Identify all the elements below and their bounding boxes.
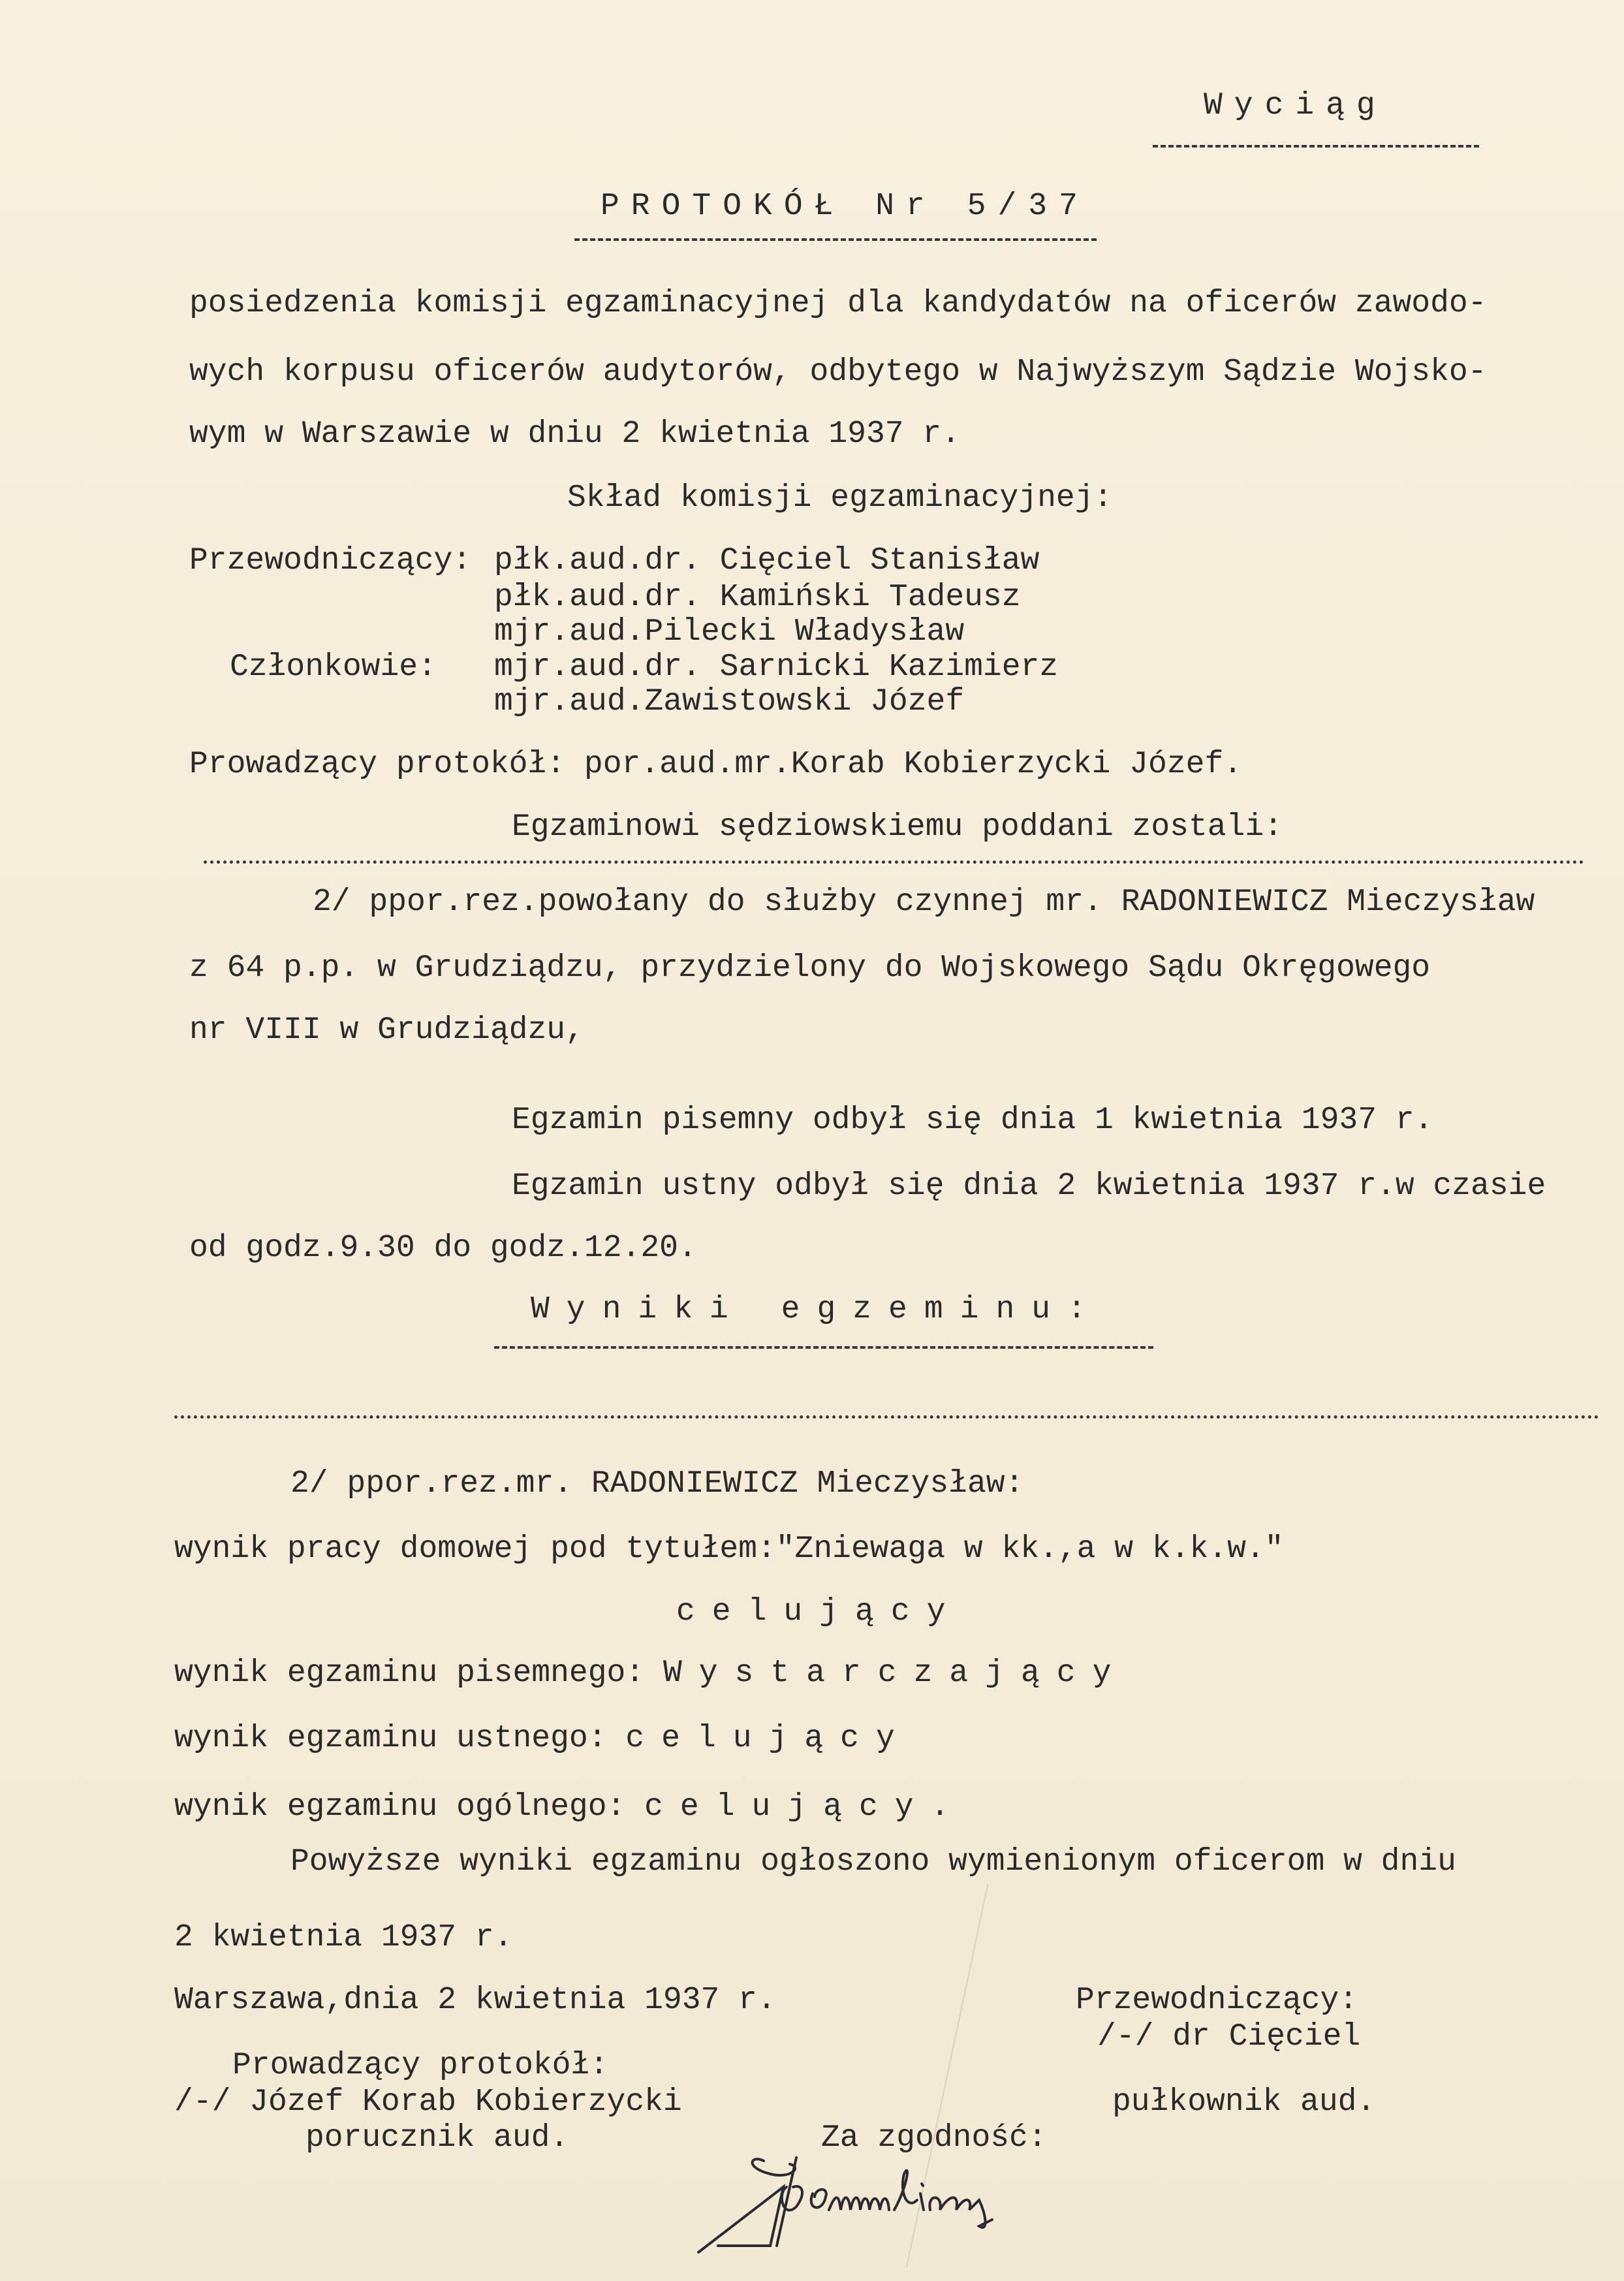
results-candidate: 2/ ppor.rez.mr. RADONIEWICZ Mieczysław: — [290, 1466, 1024, 1502]
handwritten-signature — [692, 2148, 1116, 2259]
recorder-title: Prowadzący protokół: — [232, 2048, 609, 2083]
extract-underline — [1153, 145, 1479, 148]
dotted-separator — [174, 1415, 1599, 1419]
dotted-separator — [204, 860, 1584, 864]
committee-member: płk.aud.dr. Kamiński Tadeusz — [494, 580, 1021, 615]
certified-label: Za zgodność: — [821, 2120, 1047, 2156]
candidate-line: nr VIII w Grudziądzu, — [189, 1013, 584, 1048]
committee-member: mjr.aud.dr. Sarnicki Kazimierz — [494, 650, 1059, 685]
intro-line: wym w Warszawie w dniu 2 kwietnia 1937 r. — [189, 417, 960, 452]
oral-result-grade: celujący — [625, 1721, 912, 1756]
oral-result-label: wynik egzaminu ustnego: — [174, 1721, 607, 1756]
thesis-line: wynik pracy domowej pod tytułem:"Zniewaga w kk.,a w k.k.w." — [174, 1532, 1284, 1567]
committee-member: płk.aud.dr. Cięciel Stanisław — [494, 543, 1040, 578]
candidate-line: z 64 p.p. w Grudziądzu, przydzielony do Wojskowego Sądu Okręgowego — [189, 951, 1431, 986]
overall-result-row — [174, 1791, 966, 1823]
results-heading: Wyniki egzeminu: — [531, 1292, 1103, 1327]
chair-label: Przewodniczący: — [189, 543, 472, 578]
committee-heading: Skład komisji egzaminacyjnej: — [567, 480, 1113, 516]
candidates-heading: Egzaminowi sędziowskiemu poddani zostali: — [512, 810, 1283, 845]
written-result-row — [174, 1658, 1128, 1689]
document-title: PROTOKÓŁ Nr 5/37 — [601, 189, 1089, 224]
committee-member: mjr.aud.Pilecki Władysław — [494, 614, 965, 650]
recorder-signature-text: /-/ Józef Korab Kobierzycki — [174, 2084, 682, 2120]
candidate-line: 2/ ppor.rez.powołany do służby czynnej mr. RADONIEWICZ Mieczysław — [313, 885, 1535, 920]
overall-result-label: wynik egzaminu ogólnego: — [174, 1789, 626, 1825]
chair-title: Przewodniczący: — [1076, 1983, 1358, 2018]
oral-exam-date: Egzamin ustny odbył się dnia 2 kwietnia 1937 r.w czasie — [512, 1169, 1546, 1204]
thesis-grade: celujący — [676, 1594, 963, 1629]
overall-result-grade: celujący. — [644, 1789, 967, 1825]
intro-line: wych korpusu oficerów audytorów, odbytego w Najwyższym Sądzie Wojsko- — [189, 354, 1487, 390]
oral-exam-time: od godz.9.30 do godz.12.20. — [189, 1231, 697, 1266]
written-result-grade: Wystarczający — [663, 1656, 1129, 1691]
intro-line: posiedzenia komisji egzaminacyjnej dla kandydatów na oficerów zawodo- — [189, 286, 1487, 321]
title-underline — [574, 238, 1097, 241]
extract-label: Wyciąg — [1204, 88, 1387, 123]
announcement-date: 2 kwietnia 1937 r. — [174, 1920, 513, 1955]
committee-member: mjr.aud.Zawistowski Józef — [494, 684, 965, 719]
recorder-rank: porucznik aud. — [305, 2120, 569, 2156]
written-result-label: wynik egzaminu pisemnego: — [174, 1656, 645, 1691]
members-label: Członkowie: — [230, 650, 437, 685]
results-underline — [494, 1346, 1153, 1349]
oral-result-row — [174, 1723, 912, 1754]
chair-rank: pułkownik aud. — [1112, 2084, 1376, 2120]
written-exam-date: Egzamin pisemny odbył się dnia 1 kwietnia 1937 r. — [512, 1103, 1433, 1138]
chair-signature-text: /-/ dr Cięciel — [1097, 2019, 1361, 2054]
place-date: Warszawa,dnia 2 kwietnia 1937 r. — [174, 1983, 776, 2018]
announcement-line: Powyższe wyniki egzaminu ogłoszono wymienionym oficerom w dniu — [290, 1844, 1456, 1880]
recorder-line: Prowadzący protokół: por.aud.mr.Korab Kobierzycki Józef. — [189, 747, 1243, 782]
